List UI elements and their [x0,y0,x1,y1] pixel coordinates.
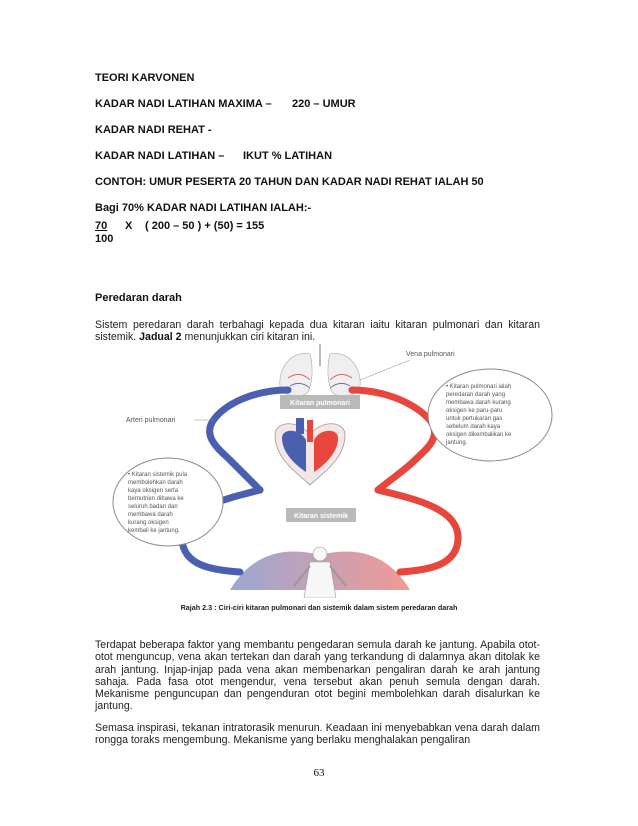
systemic-info-line: membawa darah [128,512,173,518]
example-line: CONTOH: UMUR PESERTA 20 TAHUN DAN KADAR NADI REHAT IALAH 50 [95,176,484,188]
paragraph-1: Terdapat beberapa faktor yang membantu pengedaran semula darah ke jantung. Apabila otot-otot menguncup, vena akan tertekan dan darah yang terkandung di dalamnya akan ditolak ke arah jantung. Injap-injap pada vena akan membenarkan pengaliran darah ke arah jantung sahaja. Pada fasa otot mengendur, vena tersebut akan penuh semula dengan darah. Mekanisme penguncupan dan pengenduran otot begini membolehkan darah disalurkan ke jantung. [95,639,540,713]
pulmonary-info-line: peredaran darah yang [446,392,506,398]
label-arteri-pulmonari: Arteri pulmonari [126,417,176,424]
systemic-info-line: bernutrien dibawa ke [128,496,184,502]
section-heading: Peredaran darah [95,292,182,304]
systemic-info-line: seluruh badan dan [128,504,178,510]
seventy-percent-line: Bagi 70% KADAR NADI LATIHAN IALAH:- [95,202,312,214]
pulmonary-info-box [428,369,552,461]
label-kitaran-sistemik: Kitaran sistemik [293,513,349,520]
max-heart-rate-label: KADAR NADI LATIHAN MAXIMA – [95,98,272,110]
training-heart-rate-label: KADAR NADI LATIHAN – [95,150,225,162]
intro-text-end: menunjukkan ciri kitaran ini. [184,331,316,344]
training-heart-rate-value: IKUT % LATIHAN [243,150,333,162]
pulmonary-info-line: membawa darah kurang [446,400,511,406]
calculation-line [95,220,395,233]
pulmonary-info-line: • Kitaran pulmonari ialah [446,384,512,390]
pulmonary-info-line: oksigen dikembalikan ke [446,432,512,438]
max-heart-rate-value: 220 – UMUR [292,98,356,110]
fraction-numerator: 70 [95,220,108,232]
label-vena-pulmonari: Vena pulmonari [406,351,455,358]
pulmonary-info-line: untuk pertukaran gas [446,416,503,422]
figure-caption: Rajah 2.3 : Ciri-ciri kitaran pulmonari dan sistemik dalam sistem peredaran darah [180,603,458,612]
fraction-denominator: 100 [95,233,114,245]
systemic-info-line: kembali ke jantung. [128,528,180,534]
circulation-diagram [110,340,555,598]
systemic-info-line: kurang oksigen [128,520,169,526]
pulmonary-info-line: oksigen ke paru-paru [446,408,503,414]
body-illustration [230,547,410,598]
resting-heart-rate-label: KADAR NADI REHAT - [95,124,212,136]
label-kitaran-pulmonari: Kitaran pulmonari [290,400,350,407]
systemic-info-line: kaya oksigen serta [128,488,179,494]
training-heart-rate-line [95,150,495,163]
intro-bold-ref: Jadual 2 [139,331,185,344]
calculation-expression: ( 200 – 50 ) + (50) = 155 [145,220,265,232]
max-heart-rate-line [95,98,495,111]
lungs-illustration [280,344,360,396]
paragraph-2: Semasa inspirasi, tekanan intratorasik menurun. Keadaan ini menyebabkan vena darah dalam rongga toraks mengembung. Mekanisme yang berlaku menghalakan pengaliran [95,722,540,747]
multiply-sign: X [125,220,133,232]
karvonen-title: TEORI KARVONEN [95,72,195,84]
systemic-info-box [113,458,223,546]
pulmonary-info-line: jantung. [446,440,468,446]
systemic-info-line: membolehkan darah [128,480,183,486]
heart-illustration [275,418,345,485]
page-number: 63 [313,767,325,779]
pulmonary-info-line: sebelum darah kaya [446,424,501,430]
intro-text: Sistem peredaran darah terbahagi kepada dua kitaran iaitu kitaran pulmonari dan kitaran sistemik. [95,319,540,344]
systemic-info-line: • Kitaran sistemik pula [128,472,188,478]
